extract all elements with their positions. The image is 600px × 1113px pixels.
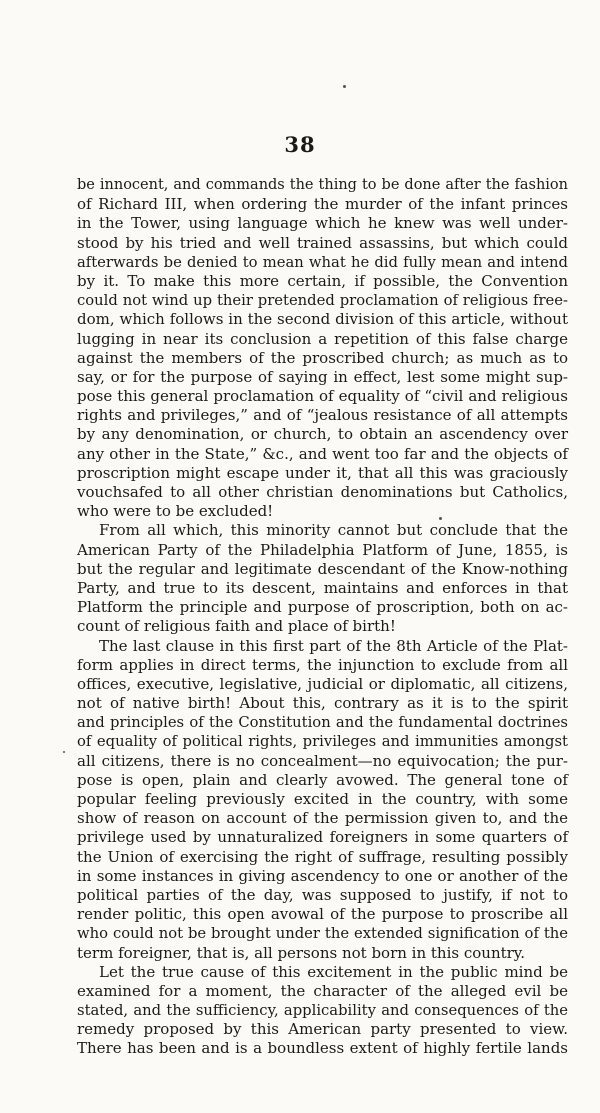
- text-line: by it. To make this more certain, if possible, the Convention: [77, 271, 568, 290]
- text-line: rights and privileges,” and of “jealous resistance of all attempts: [77, 406, 568, 425]
- text-line: privilege used by unnaturalized foreigners in some quarters of: [77, 828, 568, 847]
- page-number: 38: [284, 132, 316, 157]
- text-line: form applies in direct terms, the injunction to exclude from all: [77, 655, 568, 674]
- text-line: show of reason on account of the permission given to, and the: [77, 809, 568, 828]
- text-line: pose this general proclamation of equality of “civil and religious: [77, 387, 568, 406]
- text-line: say, or for the purpose of saying in effect, lest some might sup-: [77, 367, 568, 386]
- text-line: the Union of exercising the right of suffrage, resulting possibly: [77, 847, 568, 866]
- text-line: any other in the State,” &c., and went too far and the objects of: [77, 444, 568, 463]
- text-line: stated, and the sufficiency, applicability and consequences of the: [77, 1002, 568, 1020]
- text-line: of Richard III, when ordering the murder of the infant princes: [77, 195, 568, 214]
- text-line: political parties of the day, was supposed to justify, if not to: [77, 885, 568, 904]
- text-line: who were to be excluded!: [77, 502, 274, 521]
- text-line: afterwards be denied to mean what he did fully mean and intend: [77, 253, 568, 271]
- text-line: in the Tower, using language which he knew was well under-: [77, 214, 568, 233]
- text-line: not of native birth! About this, contrary as it is to the spirit: [77, 694, 568, 713]
- ink-speck: [63, 751, 65, 753]
- text-line: American Party of the Philadelphia Platform of June, 1855, is: [77, 540, 568, 559]
- text-line: Party, and true to its descent, maintains and enforces in that: [77, 578, 568, 597]
- text-line: in some instances in giving ascendency to one or another of the: [77, 866, 568, 885]
- text-line: The last clause in this first part of the 8th Article of the Plat-: [99, 636, 568, 655]
- text-line: stood by his tried and well trained assassins, but which could: [77, 233, 568, 252]
- text-line: all citizens, there is no concealment—no equivocation; the pur-: [77, 751, 568, 770]
- text-line: against the members of the proscribed church; as much as to: [77, 348, 568, 367]
- text-line: of equality of political rights, privileges and immunities amongst: [77, 733, 568, 751]
- text-line: dom, which follows in the second division of this article, without: [77, 310, 568, 329]
- text-line: be innocent, and commands the thing to be done after the fashion: [77, 177, 568, 193]
- text-line: There has been and is a boundless extent of highly fertile lands: [77, 1039, 568, 1058]
- text-line: lugging in near its conclusion a repetition of this false charge: [77, 329, 568, 348]
- text-line: render politic, this open avowal of the purpose to proscribe all: [77, 905, 568, 924]
- text-line: who could not be brought under the extended signification of the: [77, 925, 568, 943]
- text-line: could not wind up their pretended proclamation of religious free-: [77, 292, 568, 310]
- text-line: offices, executive, legislative, judicial or diplomatic, all citizens,: [77, 674, 568, 693]
- text-line: remedy proposed by this American party presented to view.: [77, 1020, 568, 1039]
- text-line: by any denomination, or church, to obtain an ascendency over: [77, 425, 568, 444]
- text-line: pose is open, plain and clearly avowed. The general tone of: [77, 770, 568, 789]
- text-line: but the regular and legitimate descendant of the Know-nothing: [77, 559, 568, 578]
- text-line: term foreigner, that is, all persons not born in this country.: [77, 943, 526, 962]
- text-line: Let the true cause of this excitement in the public mind be: [99, 962, 568, 981]
- text-line: popular feeling previously excited in the country, with some: [77, 790, 568, 808]
- text-line: and principles of the Constitution and the fundamental doctrines: [77, 714, 568, 732]
- text-line: examined for a moment, the character of the alleged evil be: [77, 981, 568, 1000]
- text-line: count of religious faith and place of birth!: [77, 617, 396, 636]
- text-line: Platform the principle and purpose of proscription, both on ac-: [77, 598, 568, 617]
- text-line: vouchsafed to all other christian denominations but Catholics,: [77, 483, 568, 501]
- body-text: [77, 176, 568, 1059]
- ink-speck: [343, 85, 346, 88]
- text-line: From all which, this minority cannot but conclude that the: [99, 521, 568, 540]
- text-line: proscription might escape under it, that all this was graciously: [77, 463, 568, 482]
